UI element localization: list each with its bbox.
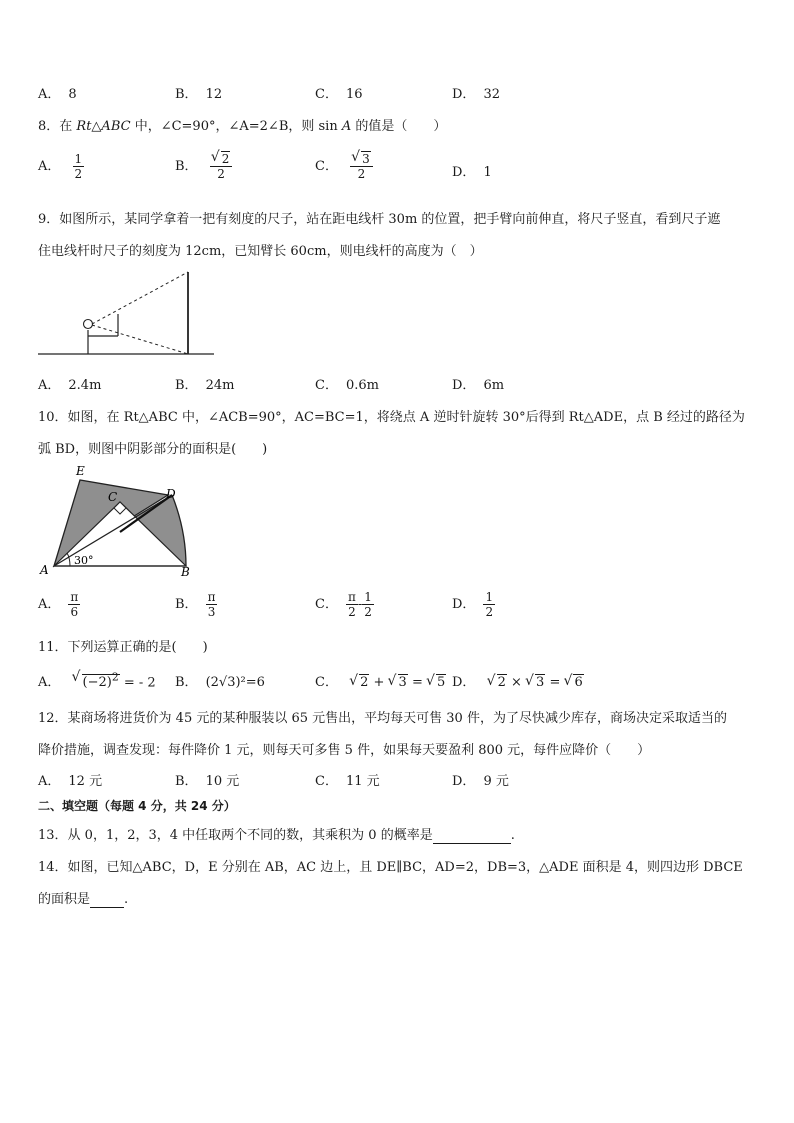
fraction: $\frac{1}{2}$ xyxy=(364,590,372,619)
sqrt: √ $(-2)^2$ xyxy=(73,671,120,690)
q11-option-a: A． √ $(-2)^2$ = - 2 xyxy=(38,671,156,690)
label-a: A xyxy=(40,563,49,577)
q9-figure xyxy=(36,268,218,360)
q7-option-a: A． 8 xyxy=(38,87,77,102)
sqrt: √ 6 xyxy=(564,675,583,690)
sight-line-top xyxy=(92,272,188,324)
q11-option-b: B． (2√3)²=6 xyxy=(175,675,265,690)
q12-option-c: C． 11 元 xyxy=(315,774,380,789)
answer-blank xyxy=(90,892,124,908)
fraction: $\frac{\pi}{3}$ xyxy=(207,590,216,619)
sqrt: √ 3 xyxy=(526,675,545,690)
q12-option-d: D． 9 元 xyxy=(452,774,509,789)
q12-stem-line2: 降价措施，调查发现：每件降价 1 元，则每天可多售 5 件，如果每天要盈利 800 元，每件应降价（ ） xyxy=(38,743,651,758)
q7-option-c: C． 16 xyxy=(315,87,363,102)
q12-option-b: B． 10 元 xyxy=(175,774,240,789)
sqrt: √ 3 xyxy=(352,152,371,166)
sqrt: √ 2 xyxy=(488,675,507,690)
fraction: $\frac{\pi}{6}$ xyxy=(70,590,79,619)
q8-option-b: B． √ $\frac{2}{2}$ xyxy=(175,152,232,181)
q9-option-c: C． 0.6m xyxy=(315,378,379,393)
q8-option-c: C． √ $\frac{3}{2}$ xyxy=(315,152,373,181)
fraction: √ $\frac{2}{2}$ xyxy=(210,152,233,181)
q7-option-b: B． 12 xyxy=(175,87,223,102)
q8-stem: 8．在 Rt△ABC 中，∠C=90°，∠A=2∠B，则 sin A 的值是（ ） xyxy=(38,119,447,134)
fraction: √ $\frac{3}{2}$ xyxy=(350,152,373,181)
q9-stem-line1: 9．如图所示，某同学拿着一把有刻度的尺子，站在距电线杆 30m 的位置，把手臂向前伸直，将尺子竖直，看到尺子遮 xyxy=(38,212,721,227)
q13-stem: 13．从 0，1，2，3，4 中任取两个不同的数，其乘积为 0 的概率是 . xyxy=(38,828,515,843)
person-head xyxy=(84,320,93,329)
label-c: C xyxy=(108,490,118,504)
q10-figure xyxy=(36,460,206,582)
fraction: $\frac{\pi}{2}$ xyxy=(347,590,356,619)
sqrt: √ 5 xyxy=(427,675,446,690)
label-angle: 30° xyxy=(74,554,94,567)
q11-stem: 11．下列运算正确的是( ) xyxy=(38,640,208,655)
label-d: D xyxy=(166,487,176,501)
q9-option-b: B． 24m xyxy=(175,378,235,393)
q14-stem-line2: 的面积是 . xyxy=(38,892,129,907)
label-e: E xyxy=(76,464,85,478)
sqrt: √ 3 xyxy=(389,675,408,690)
sqrt: √ 2 xyxy=(212,152,231,166)
q10-option-d: D． $\frac{1}{2}$ xyxy=(452,590,494,619)
q8-option-a: A． $\frac{1}{2}$ xyxy=(38,152,83,181)
answer-blank xyxy=(433,828,511,844)
q10-stem-line2: 弧 BD，则图中阴影部分的面积是( ) xyxy=(38,442,268,457)
q9-option-d: D． 6m xyxy=(452,378,505,393)
sight-line-bottom xyxy=(92,325,188,354)
q10-option-a: A． $\frac{\pi}{6}$ xyxy=(38,590,79,619)
label-b: B xyxy=(181,565,190,579)
fraction: $\frac{1}{2}$ xyxy=(74,152,83,181)
sqrt: √ 2 xyxy=(350,675,369,690)
fraction: $\frac{1}{2}$ xyxy=(485,590,494,619)
q14-stem-line1: 14．如图，已知△ABC，D，E 分别在 AB，AC 边上，且 DE∥BC，AD=2，DB=3，△ADE 面积是 4，则四边形 DBCE xyxy=(38,860,743,875)
q12-stem-line1: 12．某商场将进货价为 45 元的某种服装以 65 元售出，平均每天可售 30 件，为了尽快减少库存，商场决定采取适当的 xyxy=(38,711,727,726)
q10-option-c: C． $\frac{\pi}{2}$ - $\frac{1}{2}$ xyxy=(315,590,372,619)
q10-stem-line1: 10．如图，在 Rt△ABC 中，∠ACB=90°，AC=BC=1，将绕点 A 逆时针旋转 30°后得到 Rt△ADE，点 B 经过的路径为 xyxy=(38,410,745,425)
section-heading: 二、填空题（每题 4 分，共 24 分） xyxy=(38,799,236,813)
q8-option-d: D． 1 xyxy=(452,165,492,180)
q11-option-d: D． √ 2 × √ 3 = √ 6 xyxy=(452,671,584,690)
q11-option-c: C． √ 2 + √ 3 = √ 5 xyxy=(315,671,446,690)
q12-option-a: A． 12 元 xyxy=(38,774,103,789)
q9-option-a: A． 2.4m xyxy=(38,378,102,393)
q10-option-b: B． $\frac{\pi}{3}$ xyxy=(175,590,216,619)
q9-stem-line2: 住电线杆时尺子的刻度为 12cm，已知臂长 60cm，则电线杆的高度为（ ） xyxy=(38,244,483,259)
q7-option-d: D． 32 xyxy=(452,87,500,102)
